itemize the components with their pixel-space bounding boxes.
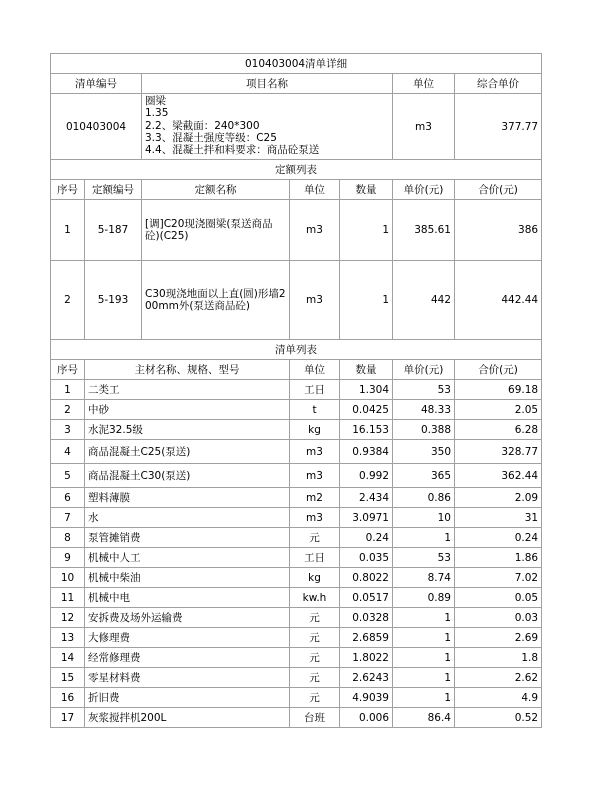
- material-header-total: 合价(元): [455, 360, 542, 380]
- bill-description: [142, 94, 393, 160]
- quota-header-unit: 单位: [290, 180, 340, 200]
- material-price: 8.74: [393, 568, 455, 588]
- material-seq: 11: [51, 588, 85, 608]
- material-qty: 3.0971: [340, 508, 393, 528]
- material-unit: m3: [290, 464, 340, 488]
- quota-unit: m3: [290, 261, 340, 340]
- bill-desc-line: 3.3、混凝土强度等级：C25: [145, 131, 277, 144]
- material-row: [51, 528, 542, 548]
- quota-seq: 2: [51, 261, 85, 340]
- material-unit: kg: [290, 420, 340, 440]
- material-unit: kw.h: [290, 588, 340, 608]
- material-header-row: [51, 360, 542, 380]
- material-name: 机械中柴油: [85, 568, 290, 588]
- material-unit: 工日: [290, 548, 340, 568]
- material-unit: 元: [290, 648, 340, 668]
- material-total: 7.02: [455, 568, 542, 588]
- material-row: [51, 588, 542, 608]
- material-qty: 0.8022: [340, 568, 393, 588]
- material-header-unit: 单位: [290, 360, 340, 380]
- material-seq: 2: [51, 400, 85, 420]
- material-name: 二类工: [85, 380, 290, 400]
- material-qty: 0.0328: [340, 608, 393, 628]
- material-row: [51, 380, 542, 400]
- material-price: 1: [393, 608, 455, 628]
- bill-header-price: 综合单价: [455, 74, 542, 94]
- material-row: [51, 488, 542, 508]
- material-total: 1.86: [455, 548, 542, 568]
- quota-seq: 1: [51, 200, 85, 261]
- material-qty: 0.0425: [340, 400, 393, 420]
- material-name: 商品混凝土C25(泵送): [85, 440, 290, 464]
- material-name: 经常修理费: [85, 648, 290, 668]
- bill-desc-line: 4.4、混凝土拌和料要求：商品砼泵送: [145, 144, 320, 157]
- quota-header-seq: 序号: [51, 180, 85, 200]
- quota-row: [51, 200, 542, 261]
- material-name: 商品混凝土C30(泵送): [85, 464, 290, 488]
- material-header-qty: 数量: [340, 360, 393, 380]
- material-seq: 16: [51, 688, 85, 708]
- material-price: 365: [393, 464, 455, 488]
- material-total: 2.05: [455, 400, 542, 420]
- quota-row: [51, 261, 542, 340]
- quota-price: 385.61: [393, 200, 455, 261]
- material-total: 0.52: [455, 708, 542, 728]
- material-price: 48.33: [393, 400, 455, 420]
- material-total: 31: [455, 508, 542, 528]
- material-unit: 台班: [290, 708, 340, 728]
- material-header-name: 主材名称、规格、型号: [85, 360, 290, 380]
- quota-header-price: 单价(元): [393, 180, 455, 200]
- bill-desc-line: 圈梁: [145, 95, 166, 107]
- material-name: 机械中人工: [85, 548, 290, 568]
- material-seq: 3: [51, 420, 85, 440]
- material-qty: 2.6859: [340, 628, 393, 648]
- bill-header-name: 项目名称: [142, 74, 393, 94]
- material-qty: 0.992: [340, 464, 393, 488]
- bill-unit: m3: [393, 94, 455, 160]
- bill-price: 377.77: [455, 94, 542, 160]
- material-total: 328.77: [455, 440, 542, 464]
- material-seq: 17: [51, 708, 85, 728]
- material-list: [51, 380, 542, 728]
- material-row: [51, 440, 542, 464]
- material-row: [51, 568, 542, 588]
- material-name: 大修理费: [85, 628, 290, 648]
- material-header-seq: 序号: [51, 360, 85, 380]
- material-seq: 4: [51, 440, 85, 464]
- material-price: 1: [393, 528, 455, 548]
- material-seq: 8: [51, 528, 85, 548]
- bill-header-unit: 单位: [393, 74, 455, 94]
- material-row: [51, 708, 542, 728]
- material-section-title: 清单列表: [51, 340, 542, 360]
- material-unit: 工日: [290, 380, 340, 400]
- material-qty: 16.153: [340, 420, 393, 440]
- quota-total: 386: [455, 200, 542, 261]
- material-row: [51, 608, 542, 628]
- material-total: 2.69: [455, 628, 542, 648]
- material-seq: 5: [51, 464, 85, 488]
- material-row: [51, 628, 542, 648]
- material-row: [51, 688, 542, 708]
- material-name: 泵管摊销费: [85, 528, 290, 548]
- material-qty: 0.9384: [340, 440, 393, 464]
- material-unit: 元: [290, 668, 340, 688]
- bill-header-row: [51, 74, 542, 94]
- material-name: 中砂: [85, 400, 290, 420]
- material-qty: 0.0517: [340, 588, 393, 608]
- material-qty: 0.24: [340, 528, 393, 548]
- quota-header-code: 定额编号: [85, 180, 142, 200]
- quota-qty: 1: [340, 200, 393, 261]
- material-total: 0.24: [455, 528, 542, 548]
- material-qty: 0.006: [340, 708, 393, 728]
- material-seq: 15: [51, 668, 85, 688]
- material-unit: m3: [290, 440, 340, 464]
- quota-header-row: [51, 180, 542, 200]
- quota-price: 442: [393, 261, 455, 340]
- quota-qty: 1: [340, 261, 393, 340]
- material-seq: 1: [51, 380, 85, 400]
- material-unit: 元: [290, 628, 340, 648]
- material-price: 53: [393, 548, 455, 568]
- material-qty: 2.434: [340, 488, 393, 508]
- material-price: 86.4: [393, 708, 455, 728]
- material-qty: 4.9039: [340, 688, 393, 708]
- material-total: 4.9: [455, 688, 542, 708]
- bill-detail-table: [50, 53, 542, 728]
- material-qty: 2.6243: [340, 668, 393, 688]
- material-row: [51, 400, 542, 420]
- material-total: 2.09: [455, 488, 542, 508]
- material-seq: 12: [51, 608, 85, 628]
- page-title: 010403004清单详细: [51, 54, 542, 74]
- material-total: 2.62: [455, 668, 542, 688]
- material-unit: 元: [290, 608, 340, 628]
- material-unit: 元: [290, 688, 340, 708]
- material-seq: 14: [51, 648, 85, 668]
- material-seq: 13: [51, 628, 85, 648]
- quota-header-total: 合价(元): [455, 180, 542, 200]
- quota-name: C30现浇地面以上直(圆)形墙200mm外(泵送商品砼): [142, 261, 290, 340]
- material-qty: 1.8022: [340, 648, 393, 668]
- material-row: [51, 548, 542, 568]
- material-qty: 1.304: [340, 380, 393, 400]
- bill-desc-line: 1.35: [145, 107, 169, 120]
- material-unit: m3: [290, 508, 340, 528]
- material-qty: 0.035: [340, 548, 393, 568]
- material-total: 1.8: [455, 648, 542, 668]
- material-price: 10: [393, 508, 455, 528]
- quota-code: 5-193: [85, 261, 142, 340]
- quota-total: 442.44: [455, 261, 542, 340]
- material-total: 6.28: [455, 420, 542, 440]
- material-name: 水: [85, 508, 290, 528]
- material-unit: 元: [290, 528, 340, 548]
- material-unit: m2: [290, 488, 340, 508]
- material-seq: 6: [51, 488, 85, 508]
- material-seq: 10: [51, 568, 85, 588]
- quota-section-title: 定额列表: [51, 160, 542, 180]
- material-seq: 9: [51, 548, 85, 568]
- material-name: 安拆费及场外运输费: [85, 608, 290, 628]
- quota-name: [调]C20现浇圈梁(泵送商品砼)(C25): [142, 200, 290, 261]
- material-name: 灰浆搅拌机200L: [85, 708, 290, 728]
- material-total: 69.18: [455, 380, 542, 400]
- material-name: 水泥32.5级: [85, 420, 290, 440]
- material-price: 53: [393, 380, 455, 400]
- material-price: 1: [393, 648, 455, 668]
- material-total: 0.05: [455, 588, 542, 608]
- bill-row: [51, 94, 542, 160]
- material-row: [51, 508, 542, 528]
- material-price: 1: [393, 688, 455, 708]
- quota-unit: m3: [290, 200, 340, 261]
- material-seq: 7: [51, 508, 85, 528]
- bill-header-code: 清单编号: [51, 74, 142, 94]
- material-name: 折旧费: [85, 688, 290, 708]
- material-unit: t: [290, 400, 340, 420]
- material-name: 塑料薄膜: [85, 488, 290, 508]
- material-header-price: 单价(元): [393, 360, 455, 380]
- quota-header-name: 定额名称: [142, 180, 290, 200]
- material-price: 0.89: [393, 588, 455, 608]
- material-total: 362.44: [455, 464, 542, 488]
- material-price: 350: [393, 440, 455, 464]
- material-price: 1: [393, 668, 455, 688]
- material-total: 0.03: [455, 608, 542, 628]
- material-price: 0.86: [393, 488, 455, 508]
- quota-header-qty: 数量: [340, 180, 393, 200]
- material-price: 0.388: [393, 420, 455, 440]
- material-row: [51, 648, 542, 668]
- material-row: [51, 464, 542, 488]
- material-name: 机械中电: [85, 588, 290, 608]
- material-name: 零星材料费: [85, 668, 290, 688]
- material-unit: kg: [290, 568, 340, 588]
- material-row: [51, 420, 542, 440]
- material-price: 1: [393, 628, 455, 648]
- quota-code: 5-187: [85, 200, 142, 261]
- bill-code: 010403004: [51, 94, 142, 160]
- material-row: [51, 668, 542, 688]
- bill-desc-line: 2.2、梁截面：240*300: [145, 119, 260, 132]
